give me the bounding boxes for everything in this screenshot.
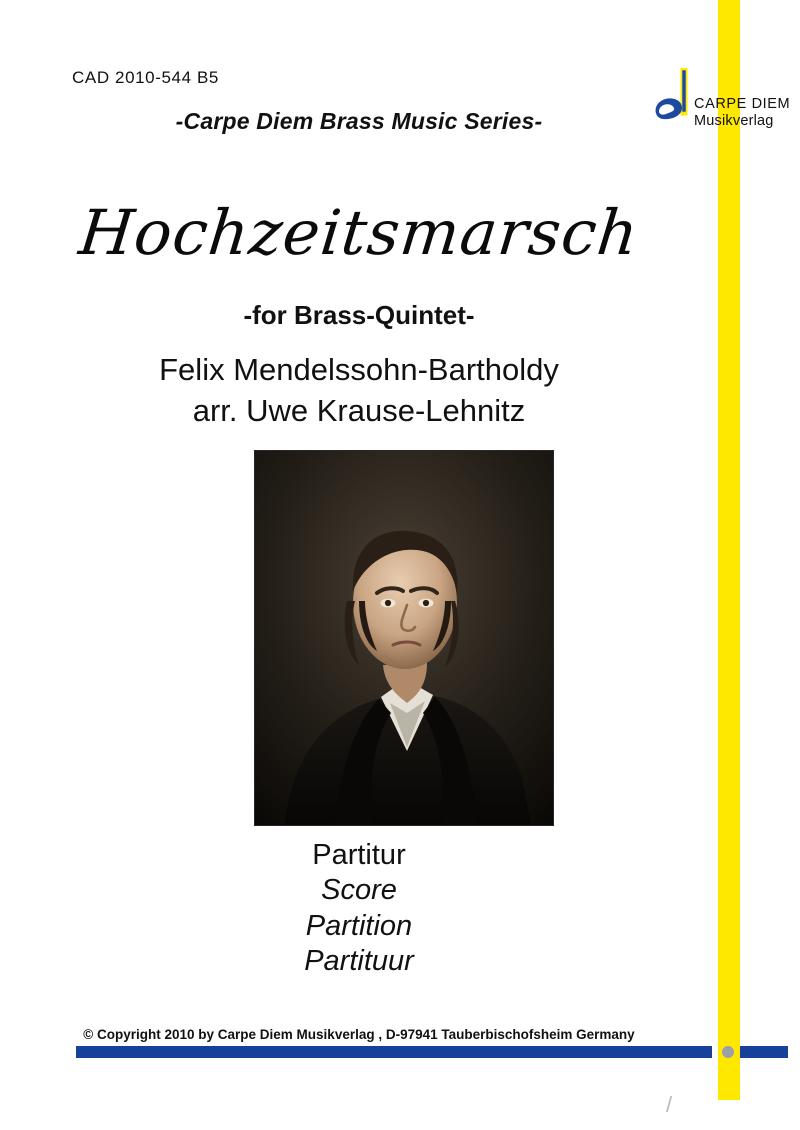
score-word-list	[0, 838, 718, 980]
score-word-en: Score	[321, 874, 397, 907]
page-title: Hochzeitsmarsch	[75, 196, 643, 269]
footer-bar-dot	[722, 1046, 734, 1058]
corner-mark: /	[666, 1092, 673, 1117]
composer-name: Felix Mendelssohn-Bartholdy	[159, 352, 559, 387]
arranger-name: arr. Uwe Krause-Lehnitz	[192, 393, 526, 428]
composer-portrait	[254, 450, 554, 826]
series-line: -Carpe Diem Brass Music Series-	[175, 108, 543, 134]
yellow-vertical-band	[718, 0, 740, 1100]
publisher-name-line1: CARPE DIEM	[694, 96, 791, 112]
publisher-name-line2: Musikverlag	[694, 112, 774, 129]
copyright-line: © Copyright 2010 by Carpe Diem Musikverlag , D-97941 Tauberbischofsheim Germany	[83, 1027, 635, 1042]
footer-bar-left	[76, 1046, 712, 1058]
portrait-image	[255, 451, 553, 825]
score-word-fr: Partition	[305, 909, 413, 942]
subtitle: -for Brass-Quintet-	[243, 300, 475, 330]
catalogue-number: CAD 2010-544 B5	[72, 68, 219, 87]
score-word-nl: Partituur	[304, 945, 414, 978]
score-word-de: Partitur	[312, 839, 406, 871]
footer-bar-right	[740, 1046, 788, 1058]
